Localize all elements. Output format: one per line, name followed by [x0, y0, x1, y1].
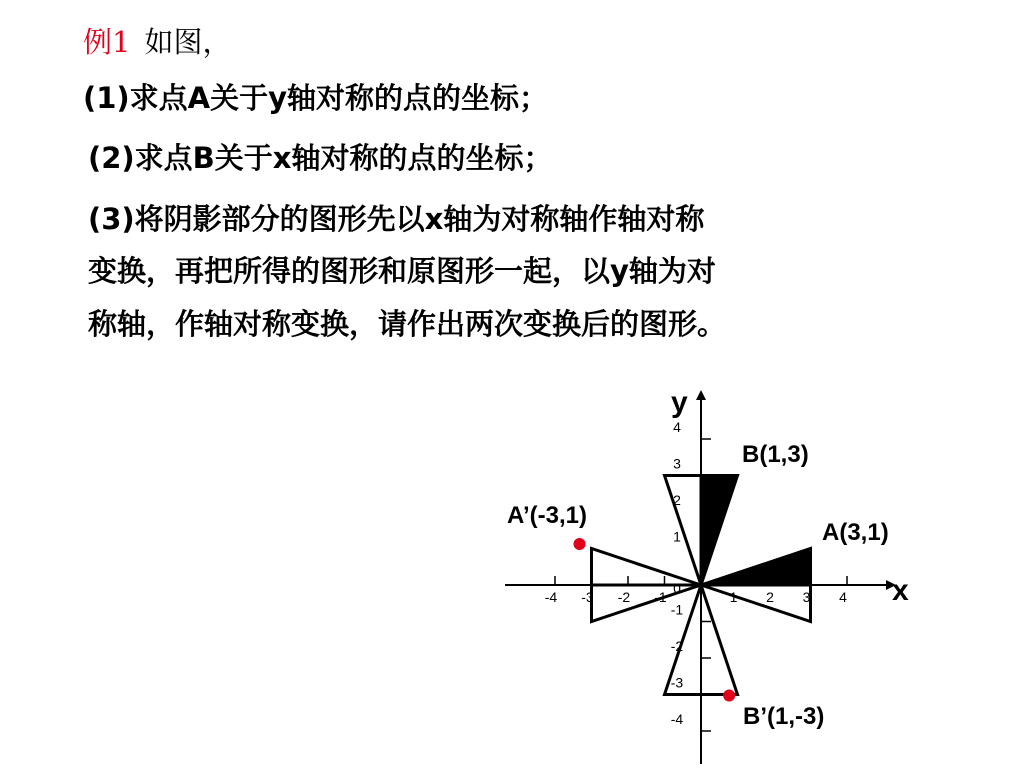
example-label: 例1: [83, 25, 131, 59]
y-tick-label: -3: [670, 674, 684, 691]
y-tick-label: 2: [673, 492, 681, 508]
x-tick-label: -3: [581, 589, 594, 605]
y-tick-label: 3: [673, 455, 681, 472]
y-tick-label: 4: [673, 419, 681, 435]
x-tick-label: -1: [654, 589, 667, 605]
x-tick-label: -4: [544, 589, 558, 605]
x-tick-label: -2: [617, 589, 631, 605]
vertical-triangle: [701, 476, 738, 586]
point-a-prime-label: A’(-3,1): [507, 502, 588, 529]
question-3-line-3: 称轴，作轴对称变换，请作出两次变换后的图形。: [88, 307, 727, 341]
x-tick-label: 3: [802, 589, 811, 605]
y-tick-label: -2: [670, 638, 684, 654]
x-tick-label: 1: [729, 589, 738, 605]
point-a-label: A(3,1): [822, 519, 889, 546]
b-prime-dot: [723, 690, 735, 702]
example-intro: 如图，: [144, 25, 232, 59]
x-tick-label: 4: [839, 589, 847, 605]
question-3-line-1: (3)将阴影部分的图形先以x轴为对称轴作轴对称: [88, 202, 705, 236]
left-bowtie-lower: [592, 585, 702, 622]
point-b-label: B(1,3): [742, 441, 809, 468]
y-tick-label: 1: [673, 528, 681, 545]
question-3-line-2: 变换，再把所得的图形和原图形一起，以y轴为对: [88, 254, 716, 288]
y-tick-label: -1: [670, 601, 684, 618]
point-b-prime-label: B’(1,-3): [743, 703, 825, 730]
y-tick-label: -4: [670, 711, 684, 727]
a-prime-dot: [574, 538, 586, 550]
question-1: (1)求点A关于y轴对称的点的坐标；: [83, 81, 549, 115]
x-axis-label: x: [892, 574, 909, 607]
y-axis-label: y: [671, 386, 688, 419]
right-bowtie-lower: [701, 585, 811, 622]
left-bowtie-upper: [592, 549, 702, 586]
upper-bowtie-left: [665, 476, 702, 586]
y-axis-arrow: [696, 390, 706, 400]
origin-label: 0: [673, 580, 681, 596]
horizontal-triangle: [701, 549, 811, 586]
x-tick-label: 2: [766, 589, 774, 605]
question-2: (2)求点B关于x轴对称的点的坐标；: [88, 141, 553, 175]
